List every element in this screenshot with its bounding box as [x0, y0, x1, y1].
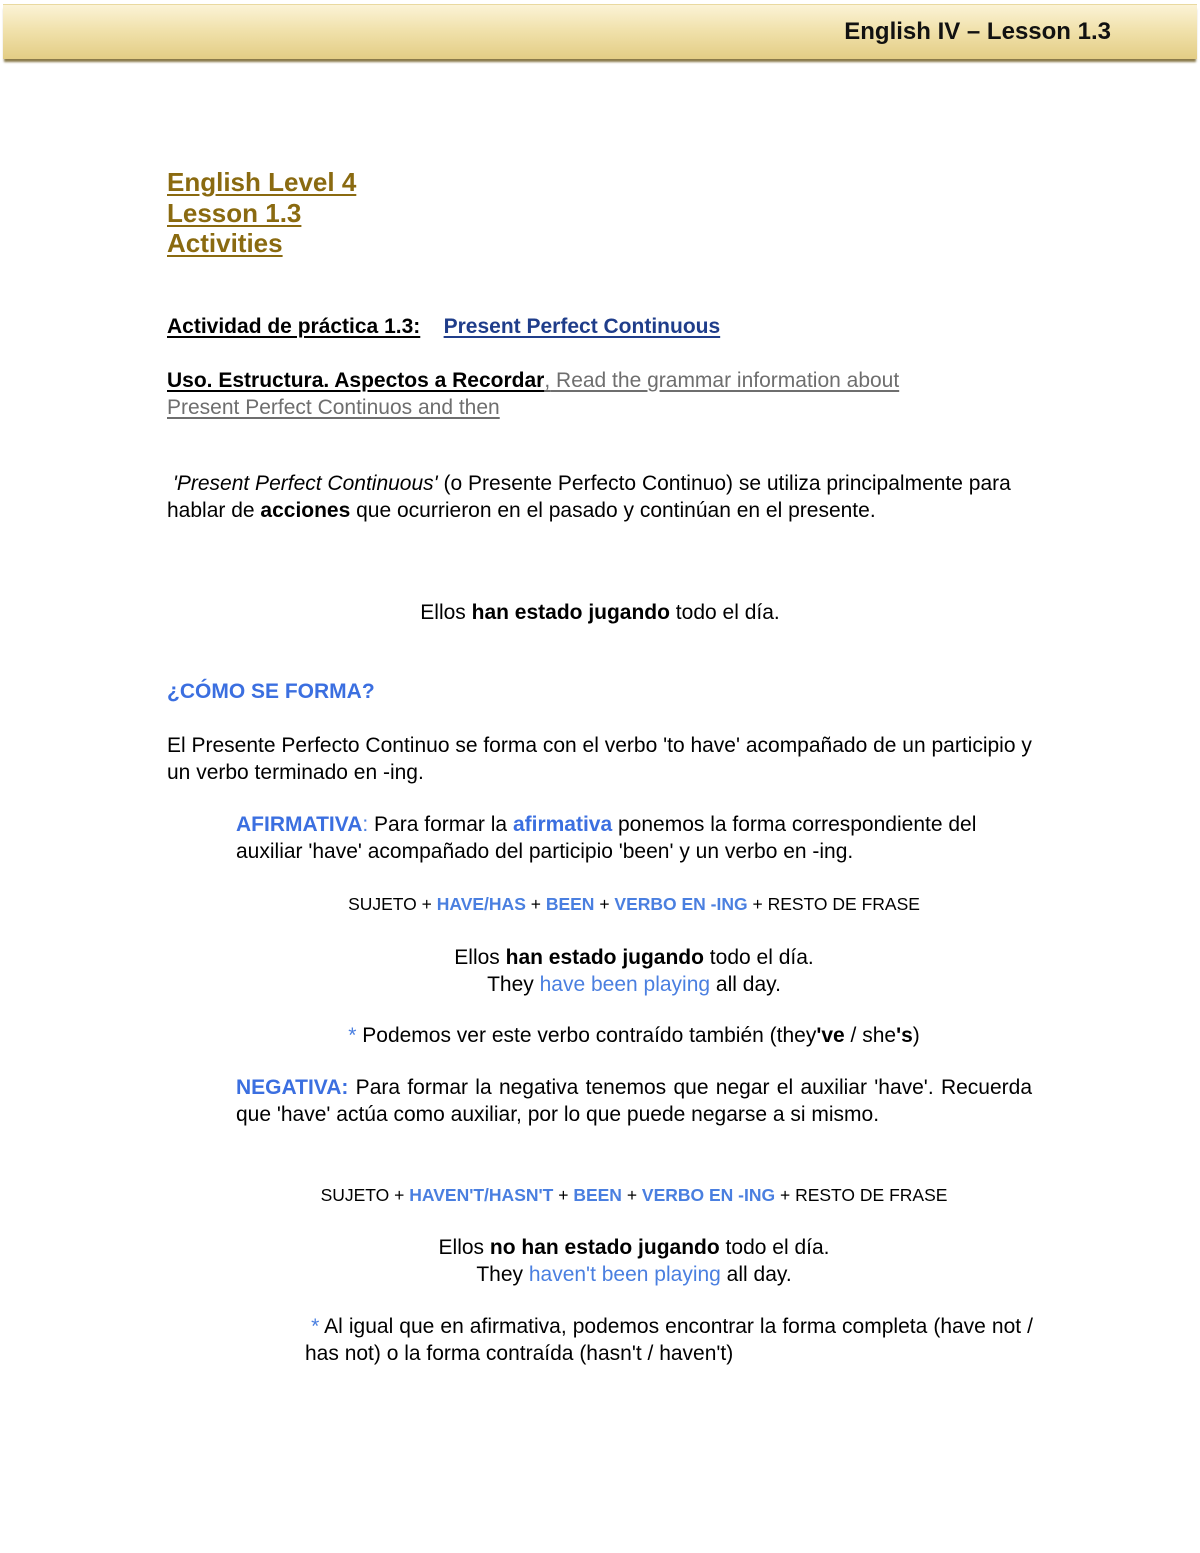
activity-topic-link[interactable]: Present Perfect Continuous: [443, 315, 721, 338]
intro-term: 'Present Perfect Continuous': [172, 472, 438, 495]
usage-comma: ,: [544, 369, 551, 392]
example-sentence: [100, 600, 1100, 627]
example-es-a: Ellos: [454, 946, 506, 969]
example-en-c: all day.: [720, 1262, 792, 1286]
example-es-a: Ellos: [438, 1236, 490, 1259]
afirmativa-example-es: [100, 945, 1168, 972]
negativa-example: [100, 1235, 1168, 1288]
usage-label: Uso. Estructura. Aspectos a Recordar: [167, 369, 545, 392]
negativa-note: [305, 1314, 1033, 1367]
negativa-paragraph: [236, 1075, 1032, 1128]
note-bold-s: 's: [896, 1024, 913, 1047]
afirmativa-word: afirmativa: [512, 813, 613, 836]
intro-text-1: (o Presente Perfecto Continuo) se utiliza principalmente para hablar de: [167, 472, 1011, 522]
formula-verbo-ing: VERBO EN -ING: [614, 894, 748, 914]
activity-label: Actividad de práctica 1.3:: [167, 315, 421, 338]
example-en-a: They: [487, 972, 540, 996]
grammar-info-link-continued[interactable]: Present Perfect Continuos and then: [167, 395, 500, 419]
example-text-bold: han estado jugando: [471, 601, 670, 624]
negativa-label: NEGATIVA:: [236, 1076, 349, 1099]
example-es-c: todo el día.: [719, 1236, 830, 1259]
formula-have-has: HAVE/HAS: [436, 894, 526, 914]
title-lesson-link[interactable]: Lesson 1.3: [167, 197, 302, 228]
formula-plus: +: [594, 894, 615, 914]
activity-heading: [167, 314, 720, 341]
example-en-a: They: [476, 1262, 529, 1286]
usage-paragraph: [167, 368, 1007, 421]
afirmativa-note: [100, 1023, 1168, 1050]
afirmativa-text-2: ponemos la forma correspondiente del auxiliar 'have' acompañado del participio 'been' y un verbo en -ing.: [236, 813, 977, 863]
negativa-text: Para formar la negativa tenemos que negar el auxiliar 'have'. Recuerda que 'have' actúa como auxiliar, por lo que puede negarse a si mismo.: [236, 1076, 1032, 1126]
formula-sujeto: SUJETO +: [348, 894, 437, 914]
afirmativa-example-en: [100, 972, 1168, 999]
header-title: English IV – Lesson 1.3: [844, 18, 1111, 45]
formula-plus: +: [621, 1185, 642, 1205]
formation-paragraph: El Presente Perfecto Continuo se forma con el verbo 'to have' acompañado de un participio y un verbo terminado en -ing.: [167, 734, 1032, 784]
note-bold-ve: 've: [816, 1024, 845, 1047]
note-asterisk: *: [348, 1024, 357, 1047]
negativa-example-es: [100, 1235, 1168, 1262]
example-en-blue: have been playing: [539, 972, 711, 996]
afirmativa-example: [100, 945, 1168, 998]
afirmativa-formula: [100, 894, 1168, 915]
title-block: [167, 167, 356, 259]
afirmativa-text-1: Para formar la: [368, 813, 513, 836]
negativa-formula: [100, 1185, 1168, 1206]
afirmativa-label: AFIRMATIVA: [236, 813, 363, 836]
formula-sujeto: SUJETO +: [320, 1185, 410, 1205]
example-text-a: Ellos: [420, 601, 472, 624]
formula-havent-hasnt: HAVEN'T/HASN'T: [409, 1185, 554, 1205]
note-text-a: Podemos ver este verbo contraído también (they: [356, 1024, 817, 1047]
note-asterisk: *: [311, 1315, 320, 1338]
afirmativa-paragraph: [236, 812, 1036, 865]
intro-text-2: que ocurrieron en el pasado y continúan en el presente.: [350, 498, 876, 522]
grammar-info-link[interactable]: Read the grammar information about: [550, 369, 900, 392]
negativa-example-en: [100, 1262, 1168, 1289]
formula-resto: + RESTO DE FRASE: [747, 894, 920, 914]
example-es-c: todo el día.: [703, 946, 814, 969]
formula-been: BEEN: [573, 1185, 622, 1205]
note-text-e: ): [912, 1024, 920, 1047]
intro-acciones: acciones: [260, 498, 351, 522]
example-en-blue: haven't been playing: [528, 1262, 721, 1286]
example-text-c: todo el día.: [669, 601, 780, 624]
section-heading-como: ¿CÓMO SE FORMA?: [167, 680, 375, 703]
title-activities-link[interactable]: Activities: [167, 228, 283, 258]
formula-plus: +: [525, 894, 546, 914]
formula-plus: +: [553, 1185, 574, 1205]
formula-verbo-ing: VERBO EN -ING: [641, 1185, 776, 1205]
title-level-link[interactable]: English Level 4: [167, 167, 357, 197]
intro-paragraph: [167, 471, 1027, 524]
formula-been: BEEN: [545, 894, 595, 914]
note-text: Al igual que en afirmativa, podemos encontrar la forma completa (have not / has not) o la forma contraída (hasn't / haven't): [305, 1315, 1033, 1365]
example-es-bold: han estado jugando: [505, 946, 704, 969]
example-es-bold: no han estado jugando: [489, 1236, 720, 1259]
note-text-c: / she: [844, 1024, 897, 1047]
afirmativa-colon: :: [362, 813, 369, 836]
page-header-band: [3, 4, 1197, 59]
example-en-c: all day.: [710, 972, 781, 996]
formula-resto: + RESTO DE FRASE: [775, 1185, 948, 1205]
